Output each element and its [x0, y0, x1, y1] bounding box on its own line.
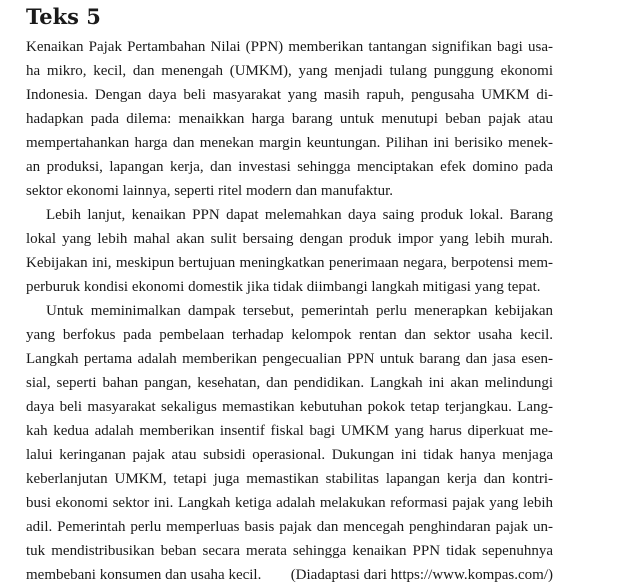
- text-title: Teks 5: [26, 4, 101, 29]
- text-line: lalui keringanan pajak atau subsidi operasional. Dukungan ini tidak hanya menjaga: [26, 447, 553, 463]
- text-line: an produksi, lapangan kerja, dan investasi sehingga menciptakan efek domino pada: [26, 159, 553, 175]
- text-line: tuk mendistribusikan beban secara merata sehingga kenaikan PPN tidak sepenuhnya: [26, 543, 553, 559]
- text-line: Untuk meminimalkan dampak tersebut, pemerintah perlu menerapkan kebijakan: [46, 303, 553, 319]
- source-citation: (Diadaptasi dari https://www.kompas.com/): [290, 567, 553, 583]
- text-line: lokal yang lebih mahal akan sulit bersaing dengan produk impor yang lebih murah.: [26, 231, 553, 247]
- article-body: [26, 35, 553, 587]
- paragraph-2: [26, 203, 553, 299]
- text-line: Langkah pertama adalah memberikan pengecualian PPN untuk barang dan jasa esen-: [26, 351, 553, 367]
- text-line: Kebijakan ini, meskipun bertujuan meningkatkan penerimaan negara, berpotensi mem-: [26, 255, 553, 271]
- text-line: hadapkan pada dilema: menaikkan harga barang untuk menutupi beban pajak atau: [26, 111, 553, 127]
- text-line: kah kedua adalah memberikan insentif fiskal bagi UMKM yang harus diperkuat me-: [26, 423, 553, 439]
- text-line: keberlanjutan UMKM, tetapi juga memastikan stabilitas lapangan kerja dan kontri-: [26, 471, 553, 487]
- text-line: sial, seperti bahan pangan, kesehatan, dan pendidikan. Langkah ini akan melindungi: [26, 375, 553, 391]
- text-line: busi ekonomi sektor ini. Langkah ketiga adalah melakukan reformasi pajak yang lebih: [26, 495, 553, 511]
- text-line: ha mikro, kecil, dan menengah (UMKM), yang menjadi tulang punggung ekonomi: [26, 63, 553, 79]
- text-line: membebani konsumen dan usaha kecil.: [26, 567, 262, 583]
- text-line: yang berfokus pada pembelaan terhadap kelompok rentan dan sektor usaha kecil.: [26, 327, 553, 343]
- text-line: sektor ekonomi lainnya, seperti ritel modern dan manufaktur.: [26, 183, 393, 199]
- text-line: mempertahankan harga dan menekan margin keuntungan. Pilihan ini berisiko menek-: [26, 135, 553, 151]
- text-line: perburuk kondisi ekonomi domestik jika tidak diimbangi langkah mitigasi yang tepat.: [26, 279, 541, 295]
- paragraph-1: [26, 35, 553, 203]
- paragraph-3: [26, 299, 553, 587]
- text-line: Indonesia. Dengan daya beli masyarakat yang masih rapuh, pengusaha UMKM di-: [26, 87, 553, 103]
- text-line: daya beli masyarakat sekaligus memastikan kebutuhan pokok tetap terjangkau. Lang-: [26, 399, 553, 415]
- text-line: adil. Pemerintah perlu memperluas basis pajak dan mencegah penghindaran pajak un-: [26, 519, 553, 535]
- text-line: Lebih lanjut, kenaikan PPN dapat melemahkan daya saing produk lokal. Barang: [46, 207, 553, 223]
- text-line: Kenaikan Pajak Pertambahan Nilai (PPN) memberikan tantangan signifikan bagi usa-: [26, 39, 553, 55]
